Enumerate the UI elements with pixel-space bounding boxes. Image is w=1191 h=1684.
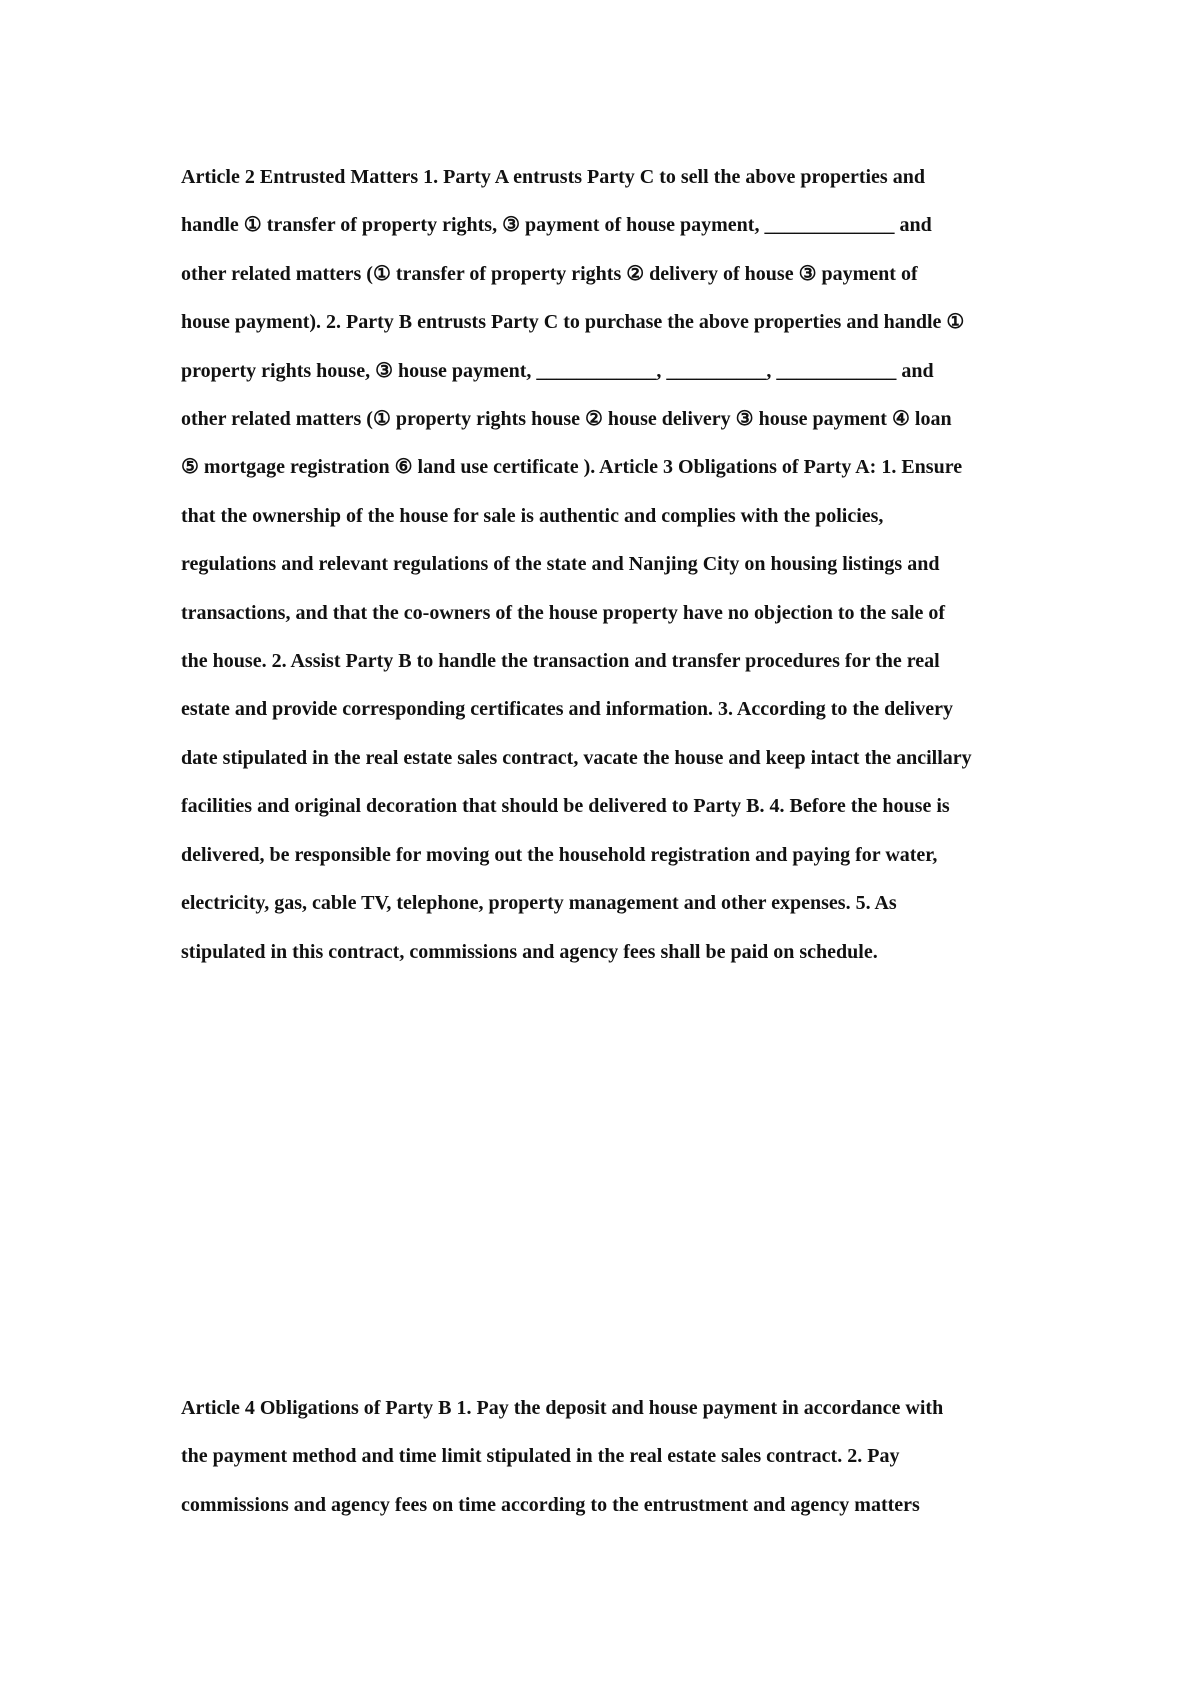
text-line: facilities and original decoration that should be delivered to Party B. 4. Before the house is bbox=[181, 795, 950, 818]
text-line: other related matters (① transfer of property rights ② delivery of house ③ payment of bbox=[181, 262, 918, 285]
text-line: regulations and relevant regulations of the state and Nanjing City on housing listings and bbox=[181, 553, 940, 576]
text-line: house payment). 2. Party B entrusts Party C to purchase the above properties and handle ① bbox=[181, 311, 965, 334]
text-line: Article 2 Entrusted Matters 1. Party A entrusts Party C to sell the above properties and bbox=[181, 166, 925, 188]
paragraph-article-2-3 bbox=[181, 153, 1021, 976]
text-line: handle ① transfer of property rights, ③ payment of house payment, _____________ and bbox=[181, 214, 932, 237]
text-line: electricity, gas, cable TV, telephone, property management and other expenses. 5. As bbox=[181, 892, 897, 915]
text-line: that the ownership of the house for sale is authentic and complies with the policies, bbox=[181, 504, 884, 527]
text-line: other related matters (① property rights house ② house delivery ③ house payment ④ loan bbox=[181, 408, 952, 431]
paragraph-article-4 bbox=[181, 1384, 1021, 1529]
text-line: date stipulated in the real estate sales contract, vacate the house and keep intact the ancillary bbox=[181, 746, 972, 769]
text-line: the house. 2. Assist Party B to handle the transaction and transfer procedures for the real bbox=[181, 650, 940, 673]
text-line: stipulated in this contract, commissions and agency fees shall be paid on schedule. bbox=[181, 940, 878, 963]
text-line: ⑤ mortgage registration ⑥ land use certificate ). Article 3 Obligations of Party A: 1. Ensure bbox=[181, 456, 963, 479]
text-line: delivered, be responsible for moving out the household registration and paying for water, bbox=[181, 843, 938, 866]
text-line: the payment method and time limit stipulated in the real estate sales contract. 2. Pay bbox=[181, 1445, 900, 1468]
text-line: property rights house, ③ house payment, ____________, __________, ____________ and bbox=[181, 359, 934, 382]
text-line: Article 4 Obligations of Party B 1. Pay the deposit and house payment in accordance with bbox=[181, 1397, 944, 1419]
text-line: transactions, and that the co-owners of the house property have no objection to the sale of bbox=[181, 601, 946, 624]
text-line: estate and provide corresponding certificates and information. 3. According to the delivery bbox=[181, 698, 953, 721]
text-line: commissions and agency fees on time according to the entrustment and agency matters bbox=[181, 1493, 920, 1516]
